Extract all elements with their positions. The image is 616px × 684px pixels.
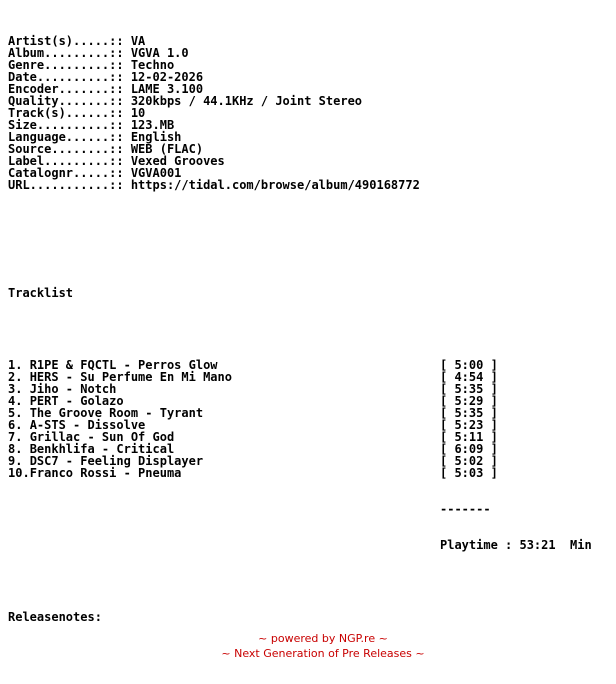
- info-value: VGVA 1.0: [130, 46, 189, 60]
- track-duration: [ 5:11 ]: [440, 430, 498, 444]
- footer-powered-by: ~ powered by NGP.re ~: [258, 632, 388, 645]
- track-title: PERT - Golazo: [29, 394, 124, 408]
- tracklist-heading: Tracklist: [8, 286, 74, 300]
- release-info-block: [8, 35, 420, 191]
- info-value: 320kbps / 44.1KHz / Joint Stereo: [130, 94, 363, 108]
- track-number: 7.: [8, 430, 30, 444]
- separator-row: [8, 502, 491, 516]
- track-number: 9.: [8, 454, 30, 468]
- info-value: Techno: [130, 58, 175, 72]
- footer-tagline: ~ Next Generation of Pre Releases ~: [221, 647, 425, 660]
- info-key: Quality.......::: [8, 94, 124, 108]
- track-title: HERS - Su Perfume En Mi Mano: [29, 370, 232, 384]
- info-value: WEB (FLAC): [130, 142, 204, 156]
- track-title: Benkhlifa - Critical: [29, 442, 175, 456]
- info-key: URL...........::: [8, 178, 124, 192]
- track-duration: [ 5:03 ]: [440, 466, 498, 480]
- info-value: 12-02-2026: [130, 70, 204, 84]
- track-number: 6.: [8, 418, 30, 432]
- info-value: Vexed Grooves: [130, 154, 225, 168]
- info-key: Label.........::: [8, 154, 124, 168]
- nfo-text-block: [8, 11, 592, 635]
- info-key: Size..........::: [8, 118, 124, 132]
- track-duration: [ 5:23 ]: [440, 418, 498, 432]
- info-key: Catalognr.....::: [8, 166, 124, 180]
- track-duration: [ 5:02 ]: [440, 454, 498, 468]
- playtime-row: [8, 538, 592, 552]
- track-number: 5.: [8, 406, 30, 420]
- track-number: 3.: [8, 382, 30, 396]
- track-number: 8.: [8, 442, 30, 456]
- blank-line: [8, 575, 420, 587]
- track-duration: [ 5:35 ]: [440, 382, 498, 396]
- track-row: [8, 466, 498, 480]
- info-key: Artist(s).....::: [8, 34, 124, 48]
- blank-line: [8, 323, 420, 335]
- track-number: 4.: [8, 394, 30, 408]
- info-key: Track(s)......::: [8, 106, 124, 120]
- track-number: 2.: [8, 370, 30, 384]
- track-duration: [ 4:54 ]: [440, 370, 498, 384]
- info-value: VGVA001: [130, 166, 182, 180]
- info-key: Date..........::: [8, 70, 124, 84]
- info-value: English: [130, 130, 182, 144]
- info-value: VA: [130, 34, 146, 48]
- track-title: A-STS - Dissolve: [29, 418, 146, 432]
- tracklist: [8, 358, 498, 480]
- releasenotes-label: Releasenotes:: [8, 610, 102, 624]
- track-title: R1PE & FQCTL - Perros Glow: [29, 358, 218, 372]
- info-key: Genre.........::: [8, 58, 124, 72]
- track-title: DSC7 - Feeling Displayer: [29, 454, 204, 468]
- separator: -------: [440, 502, 491, 516]
- info-key: Encoder.......::: [8, 82, 124, 96]
- blank-line: [8, 215, 420, 227]
- track-title: Jiho - Notch: [29, 382, 117, 396]
- track-duration: [ 6:09 ]: [440, 442, 498, 456]
- playtime: Playtime : 53:21 Min: [440, 538, 592, 552]
- track-number: 1.: [8, 358, 30, 372]
- info-key: Language......::: [8, 130, 124, 144]
- info-value: https://tidal.com/browse/album/490168772: [130, 178, 420, 192]
- info-key: Album.........::: [8, 46, 124, 60]
- track-title: The Groove Room - Tyrant: [29, 406, 204, 420]
- info-key: Source........::: [8, 142, 124, 156]
- track-duration: [ 5:29 ]: [440, 394, 498, 408]
- track-number: 10.: [8, 466, 30, 480]
- info-value: LAME 3.100: [130, 82, 204, 96]
- track-duration: [ 5:00 ]: [440, 358, 498, 372]
- track-duration: [ 5:35 ]: [440, 406, 498, 420]
- blank-line: [8, 251, 420, 263]
- info-value: 123.MB: [130, 118, 175, 132]
- track-title: Grillac - Sun Of God: [29, 430, 175, 444]
- info-value: 10: [130, 106, 146, 120]
- track-title: Franco Rossi - Pneuma: [29, 466, 182, 480]
- info-row: [8, 179, 420, 191]
